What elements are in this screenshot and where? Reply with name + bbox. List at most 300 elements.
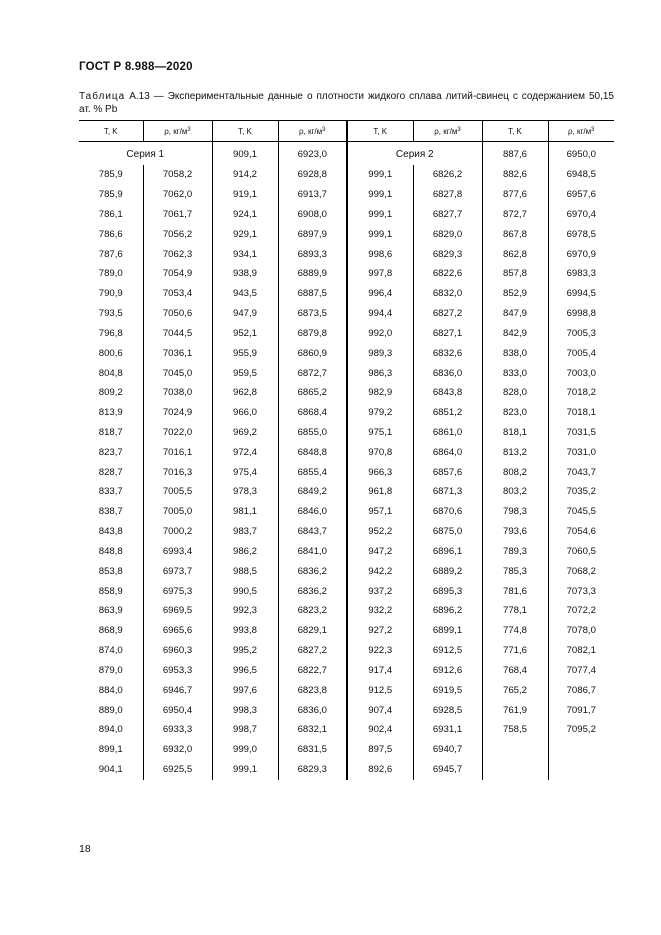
density-cell: 6928,5 <box>413 700 482 720</box>
density-cell: 6864,0 <box>413 442 482 462</box>
density-cell: 6970,9 <box>548 244 614 264</box>
temperature-cell: 789,3 <box>482 542 548 562</box>
density-cell: 6957,6 <box>548 185 614 205</box>
table-row <box>79 284 614 304</box>
temperature-cell: 879,0 <box>98 664 123 676</box>
density-cell: 7054,9 <box>143 264 212 284</box>
density-cell: 7044,5 <box>143 323 212 343</box>
temperature-cell: 981,1 <box>212 502 278 522</box>
density-cell: 7058,2 <box>143 165 212 185</box>
density-cell: 6932,0 <box>143 740 212 760</box>
table-row <box>79 581 614 601</box>
temperature-cell: 787,6 <box>98 248 123 260</box>
density-cell: 6832,6 <box>413 343 482 363</box>
header-density: ρ, $кг/м^3$ <box>278 121 347 142</box>
density-cell: 6873,5 <box>278 304 347 324</box>
density-cell: 7060,5 <box>548 542 614 562</box>
density-cell: 6945,7 <box>413 760 482 780</box>
density-cell: 7068,2 <box>548 561 614 581</box>
density-cell: 6895,3 <box>413 581 482 601</box>
density-cell: 6843,8 <box>413 383 482 403</box>
temperature-cell: 778,1 <box>482 601 548 621</box>
density-cell: 6848,8 <box>278 442 347 462</box>
density-cell: 6940,7 <box>413 740 482 760</box>
temperature-cell: 768,4 <box>482 661 548 681</box>
temperature-cell: 924,1 <box>212 204 278 224</box>
temperature-cell: 833,7 <box>98 486 123 498</box>
density-cell: 6836,2 <box>278 561 347 581</box>
temperature-cell: 997,8 <box>347 264 413 284</box>
density-cell: 7024,9 <box>143 403 212 423</box>
density-cell: 6822,6 <box>413 264 482 284</box>
density-cell: 6851,2 <box>413 403 482 423</box>
density-cell: 7000,2 <box>143 522 212 542</box>
density-cell: 7086,7 <box>548 680 614 700</box>
density-cell: 6841,0 <box>278 542 347 562</box>
temperature-cell: 857,8 <box>482 264 548 284</box>
temperature-cell: 884,0 <box>98 684 123 696</box>
temperature-cell: 803,2 <box>482 482 548 502</box>
temperature-cell: 998,3 <box>212 700 278 720</box>
density-cell: 6896,1 <box>413 542 482 562</box>
density-cell: 6872,7 <box>278 363 347 383</box>
density-cell: 6889,2 <box>413 561 482 581</box>
temperature-cell: 986,3 <box>347 363 413 383</box>
table-row <box>79 740 614 760</box>
temperature-cell: 863,9 <box>98 605 123 617</box>
density-cell: 6827,1 <box>413 323 482 343</box>
density-cell: 7005,0 <box>143 502 212 522</box>
density-cell: 7095,2 <box>548 720 614 740</box>
temperature-cell: 813,2 <box>482 442 548 462</box>
temperature-cell: 966,0 <box>212 403 278 423</box>
density-cell: 6870,6 <box>413 502 482 522</box>
temperature-cell: 902,4 <box>347 720 413 740</box>
temperature-cell: 828,0 <box>482 383 548 403</box>
temperature-cell: 938,9 <box>212 264 278 284</box>
temperature-cell: 808,2 <box>482 462 548 482</box>
header-temperature: T, K <box>212 121 278 142</box>
header-density: ρ, $кг/м^3$ <box>548 121 614 142</box>
density-cell: 6993,4 <box>143 542 212 562</box>
density-cell: 6950,0 <box>548 142 614 165</box>
table-row <box>79 244 614 264</box>
temperature-cell: 995,2 <box>212 641 278 661</box>
density-cell: 7005,4 <box>548 343 614 363</box>
header-temperature: T, K <box>347 121 413 142</box>
temperature-cell: 955,9 <box>212 343 278 363</box>
header-temperature: T, K <box>79 121 143 142</box>
temperature-cell: 789,0 <box>98 268 123 280</box>
density-cell: 7031,0 <box>548 442 614 462</box>
table-row <box>79 423 614 443</box>
density-cell: 6983,3 <box>548 264 614 284</box>
density-cell: 6865,2 <box>278 383 347 403</box>
density-cell: 6829,1 <box>278 621 347 641</box>
temperature-cell: 999,1 <box>212 760 278 780</box>
density-cell: 6908,0 <box>278 204 347 224</box>
temperature-cell: 962,8 <box>212 383 278 403</box>
density-cell: 6948,5 <box>548 165 614 185</box>
table-row <box>79 185 614 205</box>
temperature-cell: 828,7 <box>98 466 123 478</box>
caption-lead: Таблица <box>79 91 126 102</box>
temperature-cell: 999,1 <box>347 185 413 205</box>
density-cell: 6827,2 <box>278 641 347 661</box>
table-row <box>79 601 614 621</box>
table-row <box>79 720 614 740</box>
density-cell: 6829,3 <box>413 244 482 264</box>
density-cell: 7062,0 <box>143 185 212 205</box>
temperature-cell: 813,9 <box>98 407 123 419</box>
temperature-cell: 957,1 <box>347 502 413 522</box>
temperature-cell: 833,0 <box>482 363 548 383</box>
density-cell: 6897,9 <box>278 224 347 244</box>
density-cell: 6868,4 <box>278 403 347 423</box>
temperature-cell <box>482 760 548 780</box>
density-cell: 7005,3 <box>548 323 614 343</box>
density-cell: 6871,3 <box>413 482 482 502</box>
table-row <box>79 542 614 562</box>
density-cell: 7043,7 <box>548 462 614 482</box>
temperature-cell: 818,7 <box>98 427 123 438</box>
temperature-cell: 992,3 <box>212 601 278 621</box>
temperature-cell: 917,4 <box>347 661 413 681</box>
temperature-cell: 989,3 <box>347 343 413 363</box>
table-body <box>79 142 614 780</box>
page-number: 18 <box>79 843 91 855</box>
table-row <box>79 680 614 700</box>
density-cell: 7018,2 <box>548 383 614 403</box>
temperature-cell: 998,7 <box>212 720 278 740</box>
temperature-cell: 793,6 <box>482 522 548 542</box>
density-cell: 6832,1 <box>278 720 347 740</box>
header-temperature: T, K <box>482 121 548 142</box>
table-row <box>79 760 614 780</box>
density-cell: 6970,4 <box>548 204 614 224</box>
density-cell: 6950,4 <box>143 700 212 720</box>
temperature-cell: 983,7 <box>212 522 278 542</box>
temperature-cell: 970,8 <box>347 442 413 462</box>
temperature-cell: 961,8 <box>347 482 413 502</box>
standard-designation: ГОСТ Р 8.988—2020 <box>79 61 193 73</box>
temperature-cell: 969,2 <box>212 423 278 443</box>
density-cell: 6973,7 <box>143 561 212 581</box>
temperature-cell: 934,1 <box>212 244 278 264</box>
temperature-cell: 874,0 <box>98 645 123 657</box>
temperature-cell: 809,2 <box>98 387 123 399</box>
temperature-cell: 853,8 <box>98 565 123 577</box>
temperature-cell: 842,9 <box>482 323 548 343</box>
temperature-cell: 899,1 <box>98 744 123 756</box>
table-row <box>79 224 614 244</box>
density-cell: 7018,1 <box>548 403 614 423</box>
temperature-cell: 838,7 <box>98 506 123 518</box>
density-cell: 7038,0 <box>143 383 212 403</box>
temperature-cell: 919,1 <box>212 185 278 205</box>
temperature-cell: 848,8 <box>98 545 123 557</box>
temperature-cell: 979,2 <box>347 403 413 423</box>
density-cell: 7072,2 <box>548 601 614 621</box>
temperature-cell: 982,9 <box>347 383 413 403</box>
density-cell: 6823,8 <box>278 680 347 700</box>
temperature-cell: 868,9 <box>98 625 123 637</box>
density-cell: 7035,2 <box>548 482 614 502</box>
table-row <box>79 343 614 363</box>
density-cell: 6832,0 <box>413 284 482 304</box>
density-cell: 6912,5 <box>413 641 482 661</box>
temperature-cell: 889,0 <box>98 704 123 716</box>
temperature-cell: 992,0 <box>347 323 413 343</box>
temperature-cell: 975,1 <box>347 423 413 443</box>
density-cell: 6919,5 <box>413 680 482 700</box>
temperature-cell: 897,5 <box>347 740 413 760</box>
temperature-cell: 990,5 <box>212 581 278 601</box>
temperature-cell: 786,6 <box>98 228 123 240</box>
table-row <box>79 502 614 522</box>
table-row <box>79 482 614 502</box>
density-cell: 6843,7 <box>278 522 347 542</box>
temperature-cell: 994,4 <box>347 304 413 324</box>
density-cell: 6860,9 <box>278 343 347 363</box>
table-row <box>79 522 614 542</box>
temperature-cell: 966,3 <box>347 462 413 482</box>
table-header-row <box>79 121 614 142</box>
table-row <box>79 561 614 581</box>
temperature-cell: 758,5 <box>482 720 548 740</box>
density-table <box>79 120 614 780</box>
density-cell: 7036,1 <box>143 343 212 363</box>
density-cell: 6960,3 <box>143 641 212 661</box>
density-cell: 6836,2 <box>278 581 347 601</box>
density-cell: 7056,2 <box>143 224 212 244</box>
temperature-cell: 796,8 <box>98 327 123 339</box>
density-cell: 6893,3 <box>278 244 347 264</box>
temperature-cell: 867,8 <box>482 224 548 244</box>
density-cell: 6827,8 <box>413 185 482 205</box>
temperature-cell: 843,8 <box>98 526 123 538</box>
temperature-cell: 988,5 <box>212 561 278 581</box>
density-cell <box>548 740 614 760</box>
density-cell: 6896,2 <box>413 601 482 621</box>
temperature-cell: 972,4 <box>212 442 278 462</box>
density-cell: 6831,5 <box>278 740 347 760</box>
density-cell: 7082,1 <box>548 641 614 661</box>
table-row <box>79 383 614 403</box>
density-cell: 7078,0 <box>548 621 614 641</box>
density-cell: 6836,0 <box>413 363 482 383</box>
density-cell: 6975,3 <box>143 581 212 601</box>
temperature-cell: 998,6 <box>347 244 413 264</box>
temperature-cell: 929,1 <box>212 224 278 244</box>
header-density: ρ, $кг/м^3$ <box>143 121 212 142</box>
table-row <box>79 165 614 185</box>
temperature-cell: 904,1 <box>98 764 123 776</box>
density-cell: 7022,0 <box>143 423 212 443</box>
density-cell: 7031,5 <box>548 423 614 443</box>
temperature-cell: 858,9 <box>98 585 123 597</box>
density-cell: 7005,5 <box>143 482 212 502</box>
temperature-cell: 999,1 <box>347 204 413 224</box>
density-cell: 6887,5 <box>278 284 347 304</box>
temperature-cell: 999,0 <box>212 740 278 760</box>
density-cell: 6928,8 <box>278 165 347 185</box>
density-cell: 7016,3 <box>143 462 212 482</box>
temperature-cell: 790,9 <box>98 288 123 300</box>
density-cell: 6846,0 <box>278 502 347 522</box>
density-cell: 7003,0 <box>548 363 614 383</box>
temperature-cell <box>482 740 548 760</box>
table-row <box>79 264 614 284</box>
table-row <box>79 462 614 482</box>
density-cell: 6923,0 <box>278 142 347 165</box>
temperature-cell: 786,1 <box>98 208 123 220</box>
temperature-cell: 823,0 <box>482 403 548 423</box>
temperature-cell: 894,0 <box>98 724 123 736</box>
density-cell: 7061,7 <box>143 204 212 224</box>
density-cell: 6836,0 <box>278 700 347 720</box>
temperature-cell: 937,2 <box>347 581 413 601</box>
temperature-cell: 847,9 <box>482 304 548 324</box>
density-cell: 6931,1 <box>413 720 482 740</box>
table-row <box>79 323 614 343</box>
temperature-cell: 997,6 <box>212 680 278 700</box>
temperature-cell: 781,6 <box>482 581 548 601</box>
header-density: ρ, $кг/м^3$ <box>413 121 482 142</box>
series-label: Серия 1 <box>126 149 165 161</box>
density-cell: 6889,9 <box>278 264 347 284</box>
temperature-cell: 852,9 <box>482 284 548 304</box>
density-cell <box>548 760 614 780</box>
temperature-cell: 909,1 <box>212 142 278 165</box>
temperature-cell: 785,3 <box>482 561 548 581</box>
temperature-cell: 907,4 <box>347 700 413 720</box>
density-cell: 6925,5 <box>143 760 212 780</box>
temperature-cell: 804,8 <box>98 367 123 379</box>
temperature-cell: 877,6 <box>482 185 548 205</box>
table-caption <box>79 91 614 116</box>
density-cell: 6861,0 <box>413 423 482 443</box>
density-cell: 7077,4 <box>548 661 614 681</box>
temperature-cell: 800,6 <box>98 347 123 359</box>
table-row <box>79 621 614 641</box>
density-cell: 6913,7 <box>278 185 347 205</box>
density-cell: 6849,2 <box>278 482 347 502</box>
series-label: Серия 2 <box>347 142 482 165</box>
density-cell: 6965,6 <box>143 621 212 641</box>
table-row <box>79 641 614 661</box>
density-cell: 7091,7 <box>548 700 614 720</box>
temperature-cell: 882,6 <box>482 165 548 185</box>
density-cell: 6855,4 <box>278 462 347 482</box>
density-cell: 6857,6 <box>413 462 482 482</box>
density-cell: 7053,4 <box>143 284 212 304</box>
density-cell: 6912,6 <box>413 661 482 681</box>
temperature-cell: 765,2 <box>482 680 548 700</box>
caption-text: А.13 — Экспериментальные данные о плотности жидкого сплава литий-свинец с содержанием 50,15 ат. % Pb <box>79 91 614 115</box>
temperature-cell: 927,2 <box>347 621 413 641</box>
temperature-cell: 999,1 <box>347 165 413 185</box>
temperature-cell: 947,9 <box>212 304 278 324</box>
density-cell: 6822,7 <box>278 661 347 681</box>
temperature-cell: 774,8 <box>482 621 548 641</box>
density-cell: 6855,0 <box>278 423 347 443</box>
temperature-cell: 862,8 <box>482 244 548 264</box>
temperature-cell: 761,9 <box>482 700 548 720</box>
table-row <box>79 403 614 423</box>
temperature-cell: 785,9 <box>98 189 123 201</box>
temperature-cell: 996,4 <box>347 284 413 304</box>
density-cell: 6879,8 <box>278 323 347 343</box>
density-cell: 7050,6 <box>143 304 212 324</box>
density-cell: 6827,2 <box>413 304 482 324</box>
density-cell: 6875,0 <box>413 522 482 542</box>
temperature-cell: 823,7 <box>98 446 123 458</box>
table-row <box>79 363 614 383</box>
temperature-cell: 996,5 <box>212 661 278 681</box>
temperature-cell: 785,9 <box>98 169 123 181</box>
temperature-cell: 952,2 <box>347 522 413 542</box>
density-cell: 7054,6 <box>548 522 614 542</box>
table-row <box>79 442 614 462</box>
temperature-cell: 993,8 <box>212 621 278 641</box>
temperature-cell: 952,1 <box>212 323 278 343</box>
temperature-cell: 838,0 <box>482 343 548 363</box>
density-cell: 7045,5 <box>548 502 614 522</box>
temperature-cell: 818,1 <box>482 423 548 443</box>
temperature-cell: 943,5 <box>212 284 278 304</box>
density-cell: 6826,2 <box>413 165 482 185</box>
temperature-cell: 798,3 <box>482 502 548 522</box>
temperature-cell: 942,2 <box>347 561 413 581</box>
temperature-cell: 912,5 <box>347 680 413 700</box>
temperature-cell: 872,7 <box>482 204 548 224</box>
temperature-cell: 978,3 <box>212 482 278 502</box>
density-cell: 6946,7 <box>143 680 212 700</box>
temperature-cell: 914,2 <box>212 165 278 185</box>
temperature-cell: 959,5 <box>212 363 278 383</box>
temperature-cell: 922,3 <box>347 641 413 661</box>
temperature-cell: 999,1 <box>347 224 413 244</box>
density-cell: 6953,3 <box>143 661 212 681</box>
density-cell: 7016,1 <box>143 442 212 462</box>
density-cell: 6994,5 <box>548 284 614 304</box>
density-cell: 6899,1 <box>413 621 482 641</box>
temperature-cell: 975,4 <box>212 462 278 482</box>
table-row <box>79 204 614 224</box>
density-cell: 7045,0 <box>143 363 212 383</box>
density-cell: 7062,3 <box>143 244 212 264</box>
density-cell: 6969,5 <box>143 601 212 621</box>
density-cell: 6978,5 <box>548 224 614 244</box>
table-row <box>79 661 614 681</box>
temperature-cell: 947,2 <box>347 542 413 562</box>
table-row <box>79 304 614 324</box>
density-cell: 6933,3 <box>143 720 212 740</box>
table-row <box>79 142 614 165</box>
density-cell: 6829,3 <box>278 760 347 780</box>
density-cell: 6998,8 <box>548 304 614 324</box>
temperature-cell: 887,6 <box>482 142 548 165</box>
temperature-cell: 793,5 <box>98 308 123 320</box>
density-cell: 6829,0 <box>413 224 482 244</box>
temperature-cell: 771,6 <box>482 641 548 661</box>
density-cell: 7073,3 <box>548 581 614 601</box>
temperature-cell: 986,2 <box>212 542 278 562</box>
temperature-cell: 932,2 <box>347 601 413 621</box>
temperature-cell: 892,6 <box>347 760 413 780</box>
density-cell: 6823,2 <box>278 601 347 621</box>
